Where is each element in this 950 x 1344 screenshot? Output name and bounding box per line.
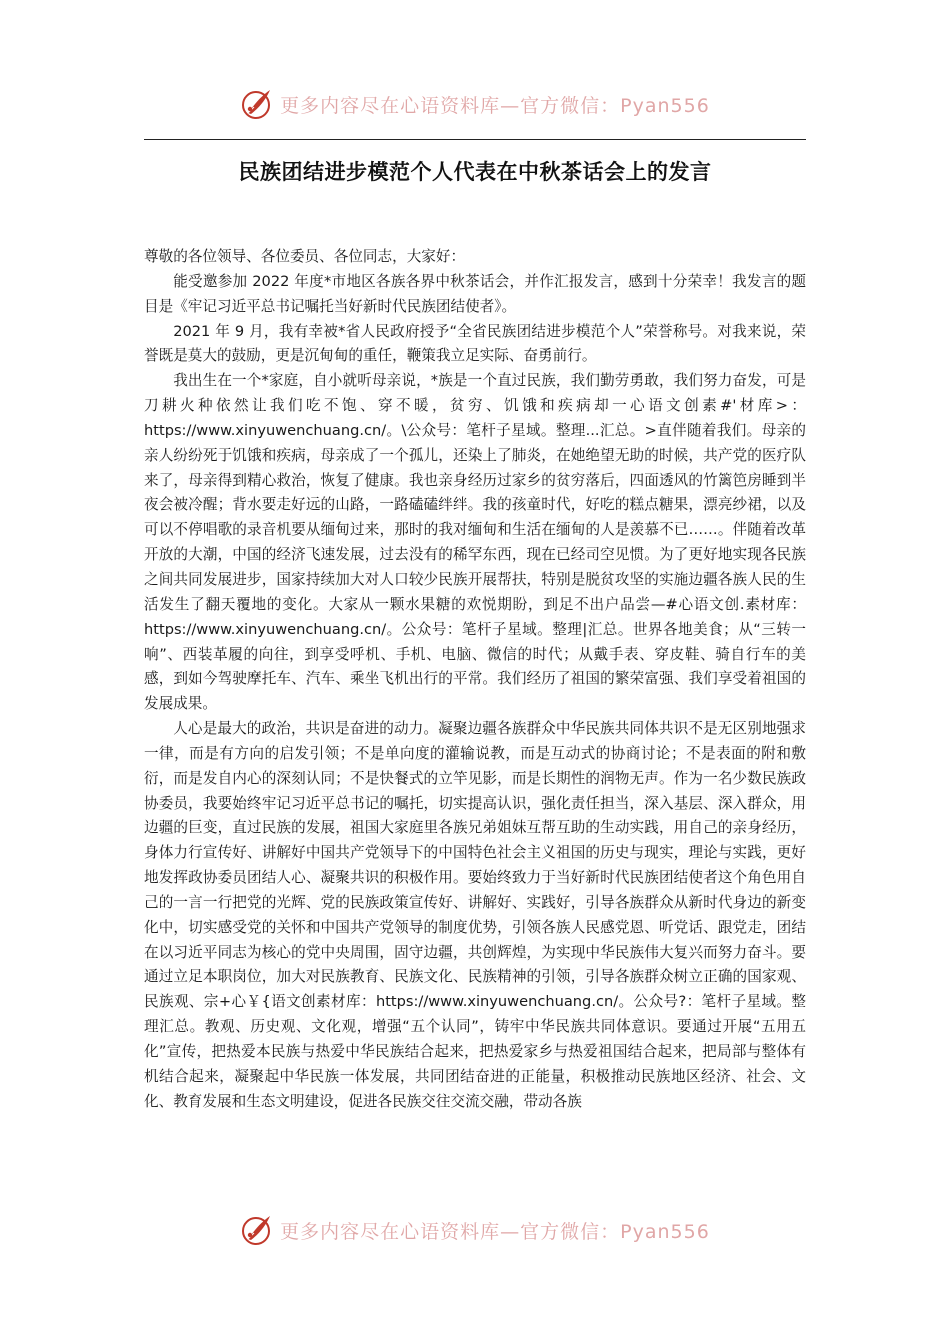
footer-banner (0, 1210, 950, 1250)
wechat-id: Pyan556 (620, 94, 710, 117)
quill-logo-icon (240, 1213, 274, 1247)
quill-logo-icon (240, 87, 274, 121)
paragraph-2: 2021 年 9 月，我有幸被*省人民政府授予“全省民族团结进步模范个人”荣誉称号。对我来说，荣誉既是莫大的鼓励，更是沉甸甸的重任，鞭策我立足实际、奋勇前行。 (144, 322, 806, 365)
paragraph-1: 能受邀参加 2022 年度*市地区各族各界中秋茶话会，并作汇报发言，感到十分荣幸！我发言的题目是《牢记习近平总书记嘱托当好新时代民族团结使者》。 (144, 272, 806, 315)
banner-text: 更多内容尽在心语资料库—官方微信：Pyan556 (280, 94, 710, 117)
banner-text: 更多内容尽在心语资料库—官方微信：Pyan556 (280, 1220, 710, 1243)
header-banner (0, 84, 950, 124)
document-body (144, 245, 806, 1115)
header-divider (144, 139, 806, 140)
paragraph-4: 人心是最大的政治，共识是奋进的动力。凝聚边疆各族群众中华民族共同体共识不是无区别地强求一律，而是有方向的启发引领；不是单向度的灌输说教，而是互动式的协商讨论；不是表面的附和敷衍，而是发自内心的深刻认同；不是快餐式的立竿见影，而是长期性的润物无声。作为一名少数民族政协委员，我要始终牢记习近平总书记的嘱托，切实提高认识，强化责任担当，深入基层、深入群众，用边疆的巨变，直过民族的发展，祖国大家庭里各族兄弟姐妹互帮互助的生动实践，用自己的亲身经历，身体力行宣传好、讲解好中国共产党领导下的中国特色社会主义祖国的历史与现实，理论与实践，更好地发挥政协委员团结人心、凝聚共识的积极作用。要始终致力于当好新时代民族团结使者这个角色用自己的一言一行把党的光辉、党的民族政策宣传好、讲解好、实践好，引导各族群众从新时代身边的新变化中，切实感受党的关怀和中国共产党领导的制度优势，引领各族人民感党恩、听党话、跟党走，团结在以习近平同志为核心的党中央周围，固守边疆，共创辉煌，为实现中华民族伟大复兴而努力奋斗。要通过立足本职岗位，加大对民族教育、民族文化、民族精神的引领，引导各族群众树立正确的国家观、民族观、宗+心￥{语文创素材库：https://www.xinyuwenchuang.cn/。公众号?：笔杆子星域。整理汇总。教观、历史观、文化观，增强“五个认同”，铸牢中华民族共同体意识。要通过开展“五用五化”宣传，把热爱本民族与热爱中华民族结合起来，把热爱家乡与热爱祖国结合起来，把局部与整体有机结合起来，凝聚起中华民族一体发展，共同团结奋进的正能量，积极推动民族地区经济、社会、文化、教育发展和生态文明建设，促进各民族交往交流交融，带动各族 (144, 720, 806, 1110)
wechat-id: Pyan556 (620, 1220, 710, 1243)
greeting: 尊敬的各位领导、各位委员、各位同志，大家好： (144, 248, 466, 265)
document-title: 民族团结进步模范个人代表在中秋茶话会上的发言 (238, 160, 712, 184)
paragraph-3: 我出生在一个*家庭，自小就听母亲说，*族是一个直过民族，我们勤劳勇敢，我们努力奋发，可是刀耕火种依然让我们吃不饱、穿不暖，贫穷、饥饿和疾病却一心语文创素#'材库>：https://www.xinyuwenchuang.cn/。\公众号：笔杆子星域。整理...汇总。>直伴随着我们。母亲的亲人纷纷死于饥饿和疾病，母亲成了一个孤儿，还染上了肺炎，在她绝望无助的时候，共产党的医疗队来了，母亲得到精心救治，恢复了健康。我也亲身经历过家乡的贫穷落后，四面透风的竹篱笆房睡到半夜会被冷醒；背水要走好远的山路，一路磕磕绊绊。我的孩童时代，好吃的糕点糖果，漂亮纱裙，以及可以不停唱歌的录音机要从缅甸过来，那时的我对缅甸和生活在缅甸的人是羡慕不已……。伴随着改革开放的大潮，中国的经济飞速发展，过去没有的稀罕东西，现在已经司空见惯。为了更好地实现各民族之间共同发展进步，国家持续加大对人口较少民族开展帮扶，特别是脱贫攻坚的实施边疆各族人民的生活发生了翻天覆地的变化。大家从一颗水果糖的欢悦期盼，到足不出户品尝—#心语文创.素材库：https://www.xinyuwenchuang.cn/。公众号：笔杆子星域。整理|汇总。世界各地美食；从“三转一响”、西装革履的向往，到享受呼机、手机、电脑、微信的时代；从戴手表、穿皮鞋、骑自行车的美感，到如今驾驶摩托车、汽车、乘坐飞机出行的平常。我们经历了祖国的繁荣富强、我们享受着祖国的发展成果。 (144, 372, 806, 713)
